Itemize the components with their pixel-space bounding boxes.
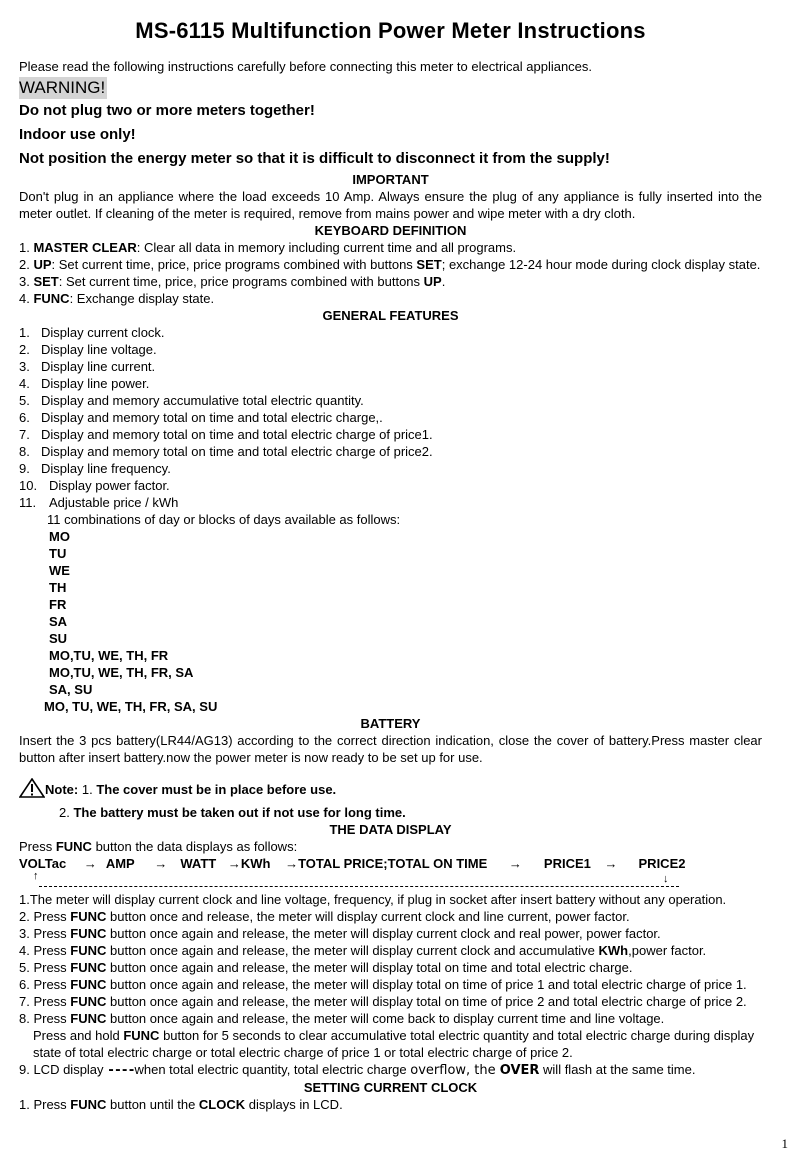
feature-item: 5. Display and memory accumulative total electric quantity. xyxy=(19,393,364,408)
feature-item: 6. Display and memory total on time and total electric charge,. xyxy=(19,410,383,425)
keyboard-item: 1. MASTER CLEAR: Clear all data in memory including current time and all programs. xyxy=(19,240,517,255)
feature-item: 10. Display power factor. xyxy=(19,478,170,493)
operation-item: 3. Press FUNC button once again and release, the meter will display current clock and real power, power factor. xyxy=(19,926,661,941)
flow-item: WATT xyxy=(180,856,217,871)
display-operations xyxy=(19,891,762,1079)
keyboard-heading: KEYBOARD DEFINITION xyxy=(314,223,467,238)
operation-item: 1.The meter will display current clock and line voltage, frequency, if plug in socket after insert battery without any operation. xyxy=(19,892,727,907)
flow-item: VOLTac xyxy=(19,856,67,871)
warning-line: Not position the energy meter so that it is difficult to disconnect it from the supply! xyxy=(19,150,610,167)
combo-item: TU xyxy=(49,546,67,561)
feature-item: 3. Display line current. xyxy=(19,359,156,374)
arrow-up-icon: ↑ xyxy=(33,870,39,882)
combo-item: MO,TU, WE, TH, FR, SA xyxy=(49,665,194,680)
flow-item: AMP xyxy=(105,856,135,871)
battery-heading: BATTERY xyxy=(360,716,421,731)
intro-text: Please read the following instructions carefully before connecting this meter to electrical appliances. xyxy=(19,59,593,74)
combo-item: MO xyxy=(49,529,70,544)
flow-item: PRICE2 xyxy=(638,856,686,871)
features-heading: GENERAL FEATURES xyxy=(322,308,459,323)
loop-back-line xyxy=(19,872,762,891)
battery-text: Insert the 3 pcs battery(LR44/AG13) according to the correct direction indication, close the cover of battery.Press master clear button after insert battery.now the power meter is now ready to be set up for use. xyxy=(19,733,762,765)
combo-item: MO,TU, WE, TH, FR xyxy=(49,648,169,663)
combo-item: FR xyxy=(49,597,67,612)
note-1: Note: 1. The cover must be in place before use. xyxy=(19,778,762,800)
operation-item: 6. Press FUNC button once again and release, the meter will display total on time of price 1 and total electric charge of price 1. xyxy=(19,977,747,992)
combo-item: SU xyxy=(49,631,68,646)
keyboard-item: 3. SET: Set current time, price, price programs combined with buttons UP. xyxy=(19,274,446,289)
dashed-divider xyxy=(39,872,679,887)
combo-item: SA xyxy=(49,614,68,629)
arrow-down-icon: ↓ xyxy=(663,873,669,885)
flow-item: PRICE1 xyxy=(543,856,591,871)
flow-item: KWh xyxy=(240,856,271,871)
arrow-right-icon: → xyxy=(154,856,168,871)
features-list xyxy=(19,324,762,715)
combos-intro: 11 combinations of day or blocks of days available as follows: xyxy=(47,512,401,527)
display-heading: THE DATA DISPLAY xyxy=(329,822,452,837)
important-heading: IMPORTANT xyxy=(352,172,429,187)
operation-item: 4. Press FUNC button once again and release, the meter will display current clock and accumulative KWh,power factor. xyxy=(19,943,707,958)
display-intro: Press FUNC button the data displays as follows: xyxy=(19,839,298,854)
operation-item: 9. LCD display ----when total electric quantity, total electric charge overflow, the OVER will flash at the same time. xyxy=(19,1062,696,1078)
arrow-right-icon: → xyxy=(227,856,241,871)
note-2: 2. The battery must be taken out if not use for long time. xyxy=(59,805,406,820)
feature-item: 7. Display and memory total on time and total electric charge of price1. xyxy=(19,427,433,442)
combo-item: SA, SU xyxy=(49,682,93,697)
hold-instruction: Press and hold FUNC button for 5 seconds to clear accumulative total electric quantity and total electric charge during display state of total electric charge or total electric charge of price 1 or total electric charge of price 2. xyxy=(33,1028,755,1060)
feature-item: 1. Display current clock. xyxy=(19,325,165,340)
clock-heading: SETTING CURRENT CLOCK xyxy=(303,1080,478,1095)
page-title: MS-6115 Multifunction Power Meter Instructions xyxy=(135,18,646,43)
keyboard-item: 2. UP: Set current time, price, price programs combined with buttons SET; exchange 12-24 hour mode during clock display state. xyxy=(19,257,761,272)
operation-item: 8. Press FUNC button once again and release, the meter will come back to display current time and line voltage. xyxy=(19,1011,665,1026)
warning-line: Indoor use only! xyxy=(19,126,136,143)
document-page xyxy=(19,18,762,1113)
arrow-right-icon: → xyxy=(285,856,299,871)
warning-block xyxy=(19,77,762,171)
feature-item: 4. Display line power. xyxy=(19,376,150,391)
clock-step: 1. Press FUNC button until the CLOCK displays in LCD. xyxy=(19,1097,343,1112)
page-number: 1 xyxy=(781,1136,788,1151)
operation-item: 7. Press FUNC button once again and release, the meter will display total on time of price 2 and total electric charge of price 2. xyxy=(19,994,747,1009)
flow-item: TOTAL PRICE;TOTAL ON TIME xyxy=(298,856,488,871)
feature-item: 2. Display line voltage. xyxy=(19,342,157,357)
arrow-right-icon: → xyxy=(604,856,618,871)
feature-item: 8. Display and memory total on time and total electric charge of price2. xyxy=(19,444,433,459)
warning-label: WARNING! xyxy=(19,78,106,97)
operation-item: 2. Press FUNC button once and release, the meter will display current clock and line current, power factor. xyxy=(19,909,630,924)
warning-triangle-icon xyxy=(19,778,45,798)
important-text: Don't plug in an appliance where the load exceeds 10 Amp. Always ensure the plug of any appliance is fully inserted into the meter outlet. If cleaning of the meter is required, remove from mains power and wipe meter with a dry cloth. xyxy=(19,189,762,221)
operation-item: 5. Press FUNC button once again and release, the meter will display total on time and total electric charge. xyxy=(19,960,633,975)
display-flow xyxy=(19,855,762,872)
arrow-right-icon: → xyxy=(508,856,522,871)
combo-item: MO, TU, WE, TH, FR, SA, SU xyxy=(44,699,218,714)
keyboard-item: 4. FUNC: Exchange display state. xyxy=(19,291,215,306)
feature-item: 9. Display line frequency. xyxy=(19,461,171,476)
combo-item: WE xyxy=(49,563,70,578)
arrow-right-icon: → xyxy=(83,856,97,871)
combo-item: TH xyxy=(49,580,67,595)
warning-line: Do not plug two or more meters together! xyxy=(19,102,315,119)
feature-item: 11. Adjustable price / kWh xyxy=(19,495,179,510)
keyboard-list xyxy=(19,239,762,307)
